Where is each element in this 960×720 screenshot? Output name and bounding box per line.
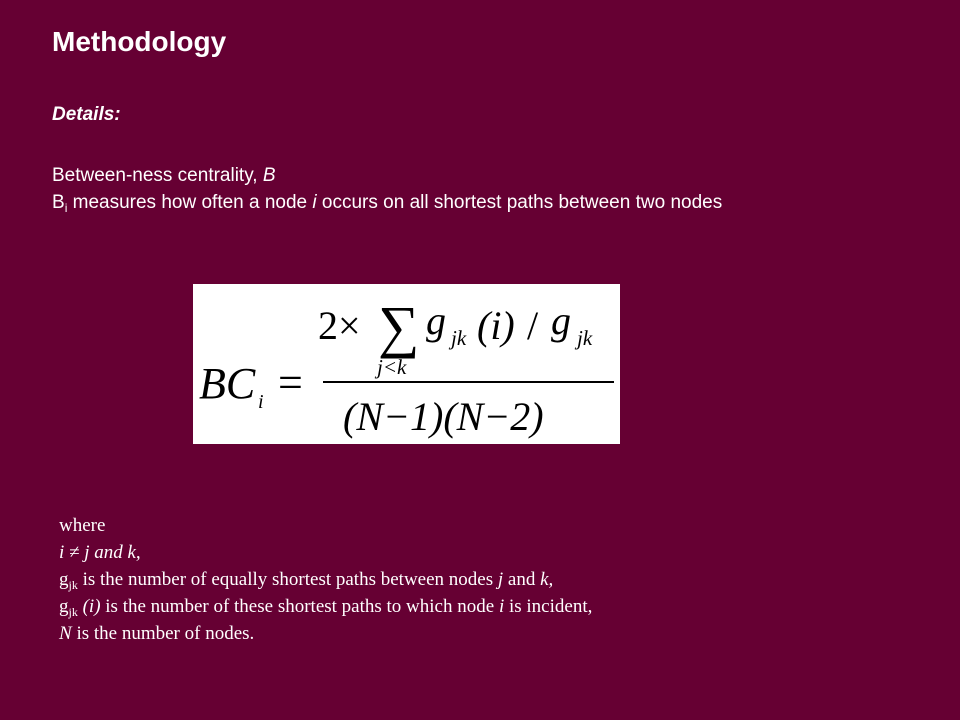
formula-g2: g bbox=[551, 298, 571, 343]
fraction-bar bbox=[323, 381, 614, 383]
gjki-arg: (i) bbox=[77, 596, 101, 617]
formula-sum-sub: j<k bbox=[377, 355, 407, 379]
gjki-sub: jk bbox=[68, 605, 78, 619]
formula-svg bbox=[193, 284, 620, 444]
definition-var: B bbox=[262, 165, 276, 186]
where-condition: i ≠ j and k, bbox=[59, 542, 141, 563]
gjk-symbol: g bbox=[59, 569, 69, 590]
formula-sum: ∑ bbox=[378, 294, 420, 359]
description-var-sub: i bbox=[64, 201, 68, 215]
gjki-symbol: g bbox=[59, 596, 69, 617]
gjk-text-b: and bbox=[503, 569, 541, 590]
details-label: Details: bbox=[52, 104, 121, 125]
gjki-i: i bbox=[498, 596, 505, 617]
where-line-3 bbox=[59, 566, 592, 593]
gjk-text-a: is the number of equally shortest paths between nodes bbox=[77, 569, 498, 590]
definition-line bbox=[52, 165, 276, 187]
description-text-b: occurs on all shortest paths between two nodes bbox=[316, 192, 723, 213]
formula-coefficient: 2× bbox=[318, 303, 361, 348]
gjk-sub: jk bbox=[68, 578, 78, 592]
formula-box bbox=[193, 284, 620, 444]
definition-text: Between-ness centrality, bbox=[52, 165, 263, 186]
slide-title: Methodology bbox=[52, 26, 227, 57]
n-text: is the number of nodes. bbox=[71, 623, 255, 644]
formula-g2-sub: jk bbox=[577, 326, 593, 350]
formula-arg: (i) bbox=[477, 303, 515, 348]
n-symbol: N bbox=[59, 623, 72, 644]
where-block bbox=[59, 512, 592, 647]
formula-g1-sub: jk bbox=[451, 326, 467, 350]
gjki-text-b: is incident, bbox=[504, 596, 593, 617]
formula-slash: / bbox=[527, 303, 539, 348]
formula-lhs: BC bbox=[199, 359, 256, 408]
formula-g1: g bbox=[426, 298, 446, 343]
description-text-a: measures how often a node bbox=[67, 192, 313, 213]
description-node: i bbox=[312, 192, 317, 213]
formula-lhs-sub: i bbox=[258, 391, 264, 413]
where-line-4 bbox=[59, 593, 592, 620]
description-line bbox=[52, 192, 722, 214]
where-line-1: where bbox=[59, 515, 106, 536]
formula-denominator: (N−1)(N−2) bbox=[343, 394, 544, 439]
gjk-j: j bbox=[497, 569, 504, 590]
where-line-2 bbox=[59, 539, 592, 566]
where-line-5 bbox=[59, 620, 592, 647]
gjki-text-a: is the number of these shortest paths to which node bbox=[100, 596, 499, 617]
gjk-k: k, bbox=[540, 569, 554, 590]
description-var: B bbox=[52, 192, 65, 213]
formula-equals: = bbox=[278, 358, 303, 407]
